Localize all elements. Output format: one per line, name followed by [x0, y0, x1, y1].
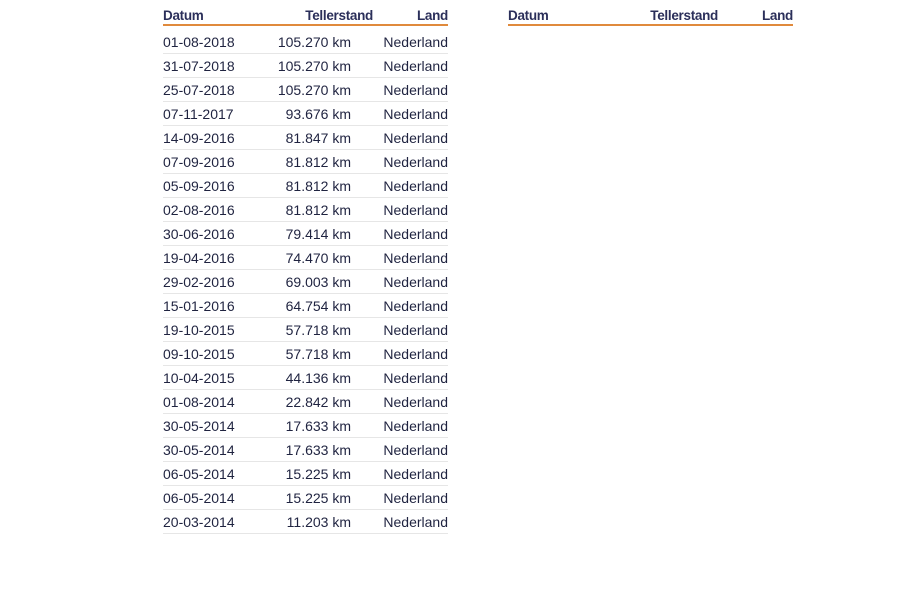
cell-odometer: 79.414 km — [285, 225, 351, 242]
cell-date: 10-04-2015 — [163, 369, 235, 386]
cell-date: 07-11-2017 — [163, 105, 234, 122]
cell-odometer: 44.136 km — [285, 369, 351, 386]
odometer-table-left — [163, 6, 448, 534]
cell-odometer: 15.225 km — [285, 465, 351, 482]
cell-country: Nederland — [383, 105, 448, 122]
table-header — [508, 6, 793, 26]
cell-date: 06-05-2014 — [163, 465, 235, 482]
cell-date: 20-03-2014 — [163, 513, 235, 530]
table-row — [163, 150, 448, 174]
table-row — [163, 174, 448, 198]
cell-odometer: 69.003 km — [285, 273, 351, 290]
table-row — [163, 366, 448, 390]
table-row — [163, 510, 448, 534]
cell-date: 30-05-2014 — [163, 417, 235, 434]
cell-date: 30-05-2014 — [163, 441, 235, 458]
cell-odometer: 15.225 km — [285, 489, 351, 506]
cell-country: Nederland — [383, 321, 448, 338]
cell-date: 25-07-2018 — [163, 81, 235, 98]
cell-country: Nederland — [383, 33, 448, 50]
table-row — [163, 78, 448, 102]
cell-odometer: 105.270 km — [277, 33, 351, 50]
cell-date: 31-07-2018 — [163, 57, 235, 74]
table-row — [163, 414, 448, 438]
cell-date: 30-06-2016 — [163, 225, 235, 242]
cell-country: Nederland — [383, 81, 448, 98]
table-row — [163, 198, 448, 222]
cell-odometer: 57.718 km — [285, 345, 351, 362]
cell-country: Nederland — [383, 57, 448, 74]
cell-date: 07-09-2016 — [163, 153, 235, 170]
cell-date: 29-02-2016 — [163, 273, 235, 290]
table-row — [163, 126, 448, 150]
table-row — [163, 270, 448, 294]
cell-odometer: 93.676 km — [285, 105, 351, 122]
column-header-country: Land — [416, 7, 448, 23]
column-header-date: Datum — [508, 7, 549, 23]
table-row — [163, 30, 448, 54]
cell-country: Nederland — [383, 129, 448, 146]
cell-odometer: 81.812 km — [285, 201, 351, 218]
table-row — [163, 438, 448, 462]
cell-date: 05-09-2016 — [163, 177, 235, 194]
odometer-table-right — [508, 6, 793, 26]
table-row — [163, 318, 448, 342]
table-row — [163, 462, 448, 486]
cell-odometer: 64.754 km — [285, 297, 351, 314]
cell-country: Nederland — [383, 345, 448, 362]
cell-odometer: 17.633 km — [285, 441, 351, 458]
table-row — [163, 486, 448, 510]
cell-country: Nederland — [383, 393, 448, 410]
cell-country: Nederland — [383, 489, 448, 506]
cell-odometer: 81.847 km — [285, 129, 351, 146]
table-header — [163, 6, 448, 26]
cell-country: Nederland — [383, 153, 448, 170]
table-row — [163, 342, 448, 366]
cell-odometer: 81.812 km — [285, 177, 351, 194]
cell-odometer: 11.203 km — [286, 513, 351, 530]
cell-odometer: 17.633 km — [285, 417, 351, 434]
cell-date: 14-09-2016 — [163, 129, 235, 146]
cell-country: Nederland — [383, 177, 448, 194]
cell-country: Nederland — [383, 273, 448, 290]
cell-date: 19-10-2015 — [163, 321, 235, 338]
table-row — [163, 246, 448, 270]
table-body — [163, 30, 448, 534]
cell-date: 19-04-2016 — [163, 249, 235, 266]
cell-odometer: 105.270 km — [277, 81, 351, 98]
cell-date: 09-10-2015 — [163, 345, 235, 362]
cell-date: 15-01-2016 — [163, 297, 235, 314]
cell-odometer: 57.718 km — [285, 321, 351, 338]
table-row — [163, 390, 448, 414]
cell-country: Nederland — [383, 297, 448, 314]
cell-country: Nederland — [383, 513, 448, 530]
cell-date: 01-08-2018 — [163, 33, 235, 50]
cell-country: Nederland — [383, 225, 448, 242]
column-header-country: Land — [761, 7, 793, 23]
cell-country: Nederland — [383, 249, 448, 266]
column-header-odometer: Tellerstand — [650, 7, 718, 23]
table-row — [163, 102, 448, 126]
cell-odometer: 22.842 km — [285, 393, 351, 410]
cell-odometer: 81.812 km — [285, 153, 351, 170]
cell-country: Nederland — [383, 369, 448, 386]
cell-date: 02-08-2016 — [163, 201, 235, 218]
column-header-date: Datum — [163, 7, 204, 23]
cell-odometer: 105.270 km — [277, 57, 351, 74]
column-header-odometer: Tellerstand — [305, 7, 373, 23]
cell-odometer: 74.470 km — [285, 249, 351, 266]
cell-country: Nederland — [383, 201, 448, 218]
cell-country: Nederland — [383, 441, 448, 458]
cell-country: Nederland — [383, 417, 448, 434]
table-row — [163, 222, 448, 246]
cell-date: 06-05-2014 — [163, 489, 235, 506]
cell-date: 01-08-2014 — [163, 393, 235, 410]
table-row — [163, 54, 448, 78]
table-row — [163, 294, 448, 318]
cell-country: Nederland — [383, 465, 448, 482]
